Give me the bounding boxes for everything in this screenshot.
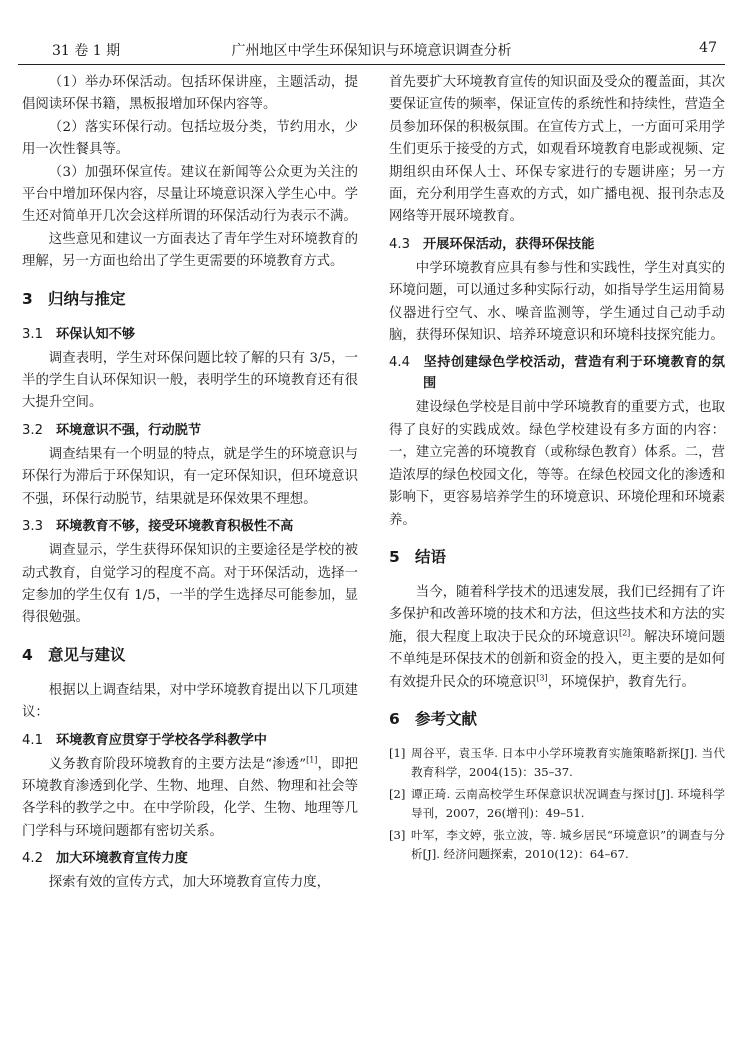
subsection-title: 环保认知不够	[56, 326, 136, 342]
subsection-heading	[22, 516, 358, 537]
paragraph: （2）落实环保行动。包括垃圾分类，节约用水，少用一次性餐具等。	[22, 119, 358, 158]
reference-number: [2]	[389, 786, 406, 801]
paragraph-text: ，即把环境教育渗透到化学、生物、地理、自然、物理和社会等各学科的教学之中。在中学阶段，化学、生物、地理等几门学科与环境问题都有密切关系。	[22, 756, 358, 839]
subsection-title: 环境意识不强，行动脱节	[56, 422, 202, 438]
citation-ref: [1]	[306, 755, 318, 765]
section-title: 归纳与推定	[48, 289, 126, 308]
reference-text: 叶军，李文婷，张立波，等. 城乡居民“环境意识”的调查与分析[J]. 经济问题探索，2010(12)：64–67.	[411, 827, 725, 861]
subsection-number: 3.3	[22, 519, 43, 535]
subsection-heading	[389, 352, 725, 394]
section-number: 6	[389, 709, 400, 728]
section-heading	[22, 644, 358, 666]
reference-number: [1]	[389, 745, 406, 760]
subsection-heading	[22, 730, 358, 751]
section-number: 3	[22, 289, 33, 308]
reference-text: 周谷平，袁玉华. 日本中小学环境教育实施策略新探[J]. 当代教育科学，2004(15)：35–37.	[411, 745, 725, 779]
reference-number: [3]	[389, 827, 406, 842]
subsection-title: 开展环保活动，获得环保技能	[423, 236, 595, 252]
paragraph-text: 。解决环境问题不单纯是环保技术的创新和资金的投入，更主要的是如何有效提升民众的环境意识	[389, 629, 726, 690]
reference-item	[389, 826, 725, 864]
paragraph-text: 义务教育阶段环境教育的主要方法是“渗透”	[48, 756, 307, 772]
right-column	[389, 72, 725, 867]
subsection-number: 4.4	[389, 355, 410, 371]
section-heading	[389, 708, 725, 730]
subsection-title: 环境教育应贯穿于学校各学科教学中	[56, 732, 267, 748]
subsection-number: 4.3	[389, 236, 410, 252]
subsection-heading	[22, 324, 358, 345]
running-header	[18, 36, 725, 65]
paragraph: 调查表明，学生对环保问题比较了解的只有 3/5，一半的学生自认环保知识一般，表明学生的环境教育还有很大提升空间。	[22, 350, 358, 411]
section-heading	[22, 288, 358, 310]
paragraph: 这些意见和建议一方面表达了青年学生对环境教育的理解，另一方面也给出了学生更需要的环境教育方式。	[22, 231, 358, 270]
paragraph: 中学环境教育应具有参与性和实践性，学生对真实的环境问题，可以通过多种实际行动，如指导学生运用简易仪器进行空气、水、噪音监测等，学生通过自己动手动脑，获得环保知识、培养环境意识和环境科技探究能力。	[389, 260, 725, 344]
reference-list	[389, 744, 725, 864]
section-heading	[389, 546, 725, 568]
reference-item	[389, 785, 725, 823]
citation-ref: [2]	[618, 628, 631, 638]
paragraph: 首先要扩大环境教育宣传的知识面及受众的覆盖面，其次要保证宣传的频率，保证宣传的系统性和持续性，营造全员参加环保的积极氛围。在宣传方式上，一方面可采用学生们更乐于接受的方式，如观看环境教育电影或视频、定期组织由环保人士、环保专家进行的专题讲座；另一方面，充分利用学生喜欢的方式，如广播电视、报刊杂志及网络等开展环境教育。	[389, 75, 725, 225]
reference-item	[389, 744, 725, 782]
subsection-heading	[22, 848, 358, 869]
running-title: 广州地区中学生环保知识与环境意识调查分析	[231, 43, 512, 59]
reference-text: 谭正琦. 云南高校学生环保意识状况调查与探讨[J]. 环境科学导刊，2007，26(增刊)：49–51.	[411, 786, 725, 820]
paragraph-text: ，环境保护，教育先行。	[547, 674, 695, 690]
paragraph: 探索有效的宣传方式，加大环境教育宣传力度，	[48, 875, 330, 891]
subsection-heading	[389, 234, 725, 255]
left-column	[22, 72, 358, 895]
paragraph: （1）举办环保活动。包括环保讲座，主题活动，提倡阅读环保书籍，黑板报增加环保内容等。	[22, 75, 358, 113]
paragraph	[22, 754, 358, 844]
page-number: 47	[699, 40, 717, 56]
subsection-title: 环境教育不够，接受环境教育积极性不高	[56, 519, 294, 535]
section-number: 4	[22, 645, 33, 664]
paragraph: 根据以上调查结果，对中学环境教育提出以下几项建议：	[22, 682, 358, 721]
paragraph	[389, 582, 725, 694]
section-title: 参考文献	[415, 709, 478, 728]
section-number: 5	[389, 547, 400, 566]
volume-issue: 31 卷 1 期	[52, 43, 121, 59]
citation-ref: [3]	[536, 673, 548, 683]
subsection-number: 3.2	[22, 422, 43, 438]
subsection-number: 4.2	[22, 851, 43, 867]
paragraph: 调查显示，学生获得环保知识的主要途径是学校的被动式教育，自觉学习的程度不高。对于环保活动，选择一定参加的学生仅有 1/5，一半的学生选择尽可能参加，显得很勉强。	[22, 543, 358, 626]
section-title: 意见与建议	[48, 645, 126, 664]
section-title: 结语	[415, 547, 447, 566]
subsection-number: 3.1	[22, 326, 43, 342]
paragraph: （3）加强环保宣传。建议在新闻等公众更为关注的平台中增加环保内容，尽量让环境意识深入学生心中。学生还对简单开几次会这样所谓的环保活动行为表示不满。	[22, 164, 358, 225]
subsection-title: 坚持创建绿色学校活动，营造有利于环境教育的氛围	[423, 355, 725, 392]
subsection-heading	[22, 420, 358, 441]
subsection-number: 4.1	[22, 732, 43, 748]
paragraph: 调查结果有一个明显的特点，就是学生的环境意识与环保行为滞后于环保知识，有一定环保知识，但环境意识不强，环保行动脱节，结果就是环保效果不理想。	[22, 446, 358, 507]
paragraph-text: 当今，随着科学技术的迅速发展，我们已经拥有了许多保护和改善环境的技术和方法，但这些技术和方法的实施，很大程度上取决于民众的环境意识	[389, 584, 725, 645]
paragraph: 建设绿色学校是目前中学环境教育的重要方式，也取得了良好的实践成效。绿色学校建设有多方面的内容：一，建立完善的环境教育（或称绿色教育）体系。二，营造浓厚的绿色校园文化，等等。在绿色校园文化的渗透和影响下，更容易培养学生的环境意识、环境伦理和环境素养。	[389, 400, 725, 528]
subsection-title: 加大环境教育宣传力度	[56, 851, 188, 867]
